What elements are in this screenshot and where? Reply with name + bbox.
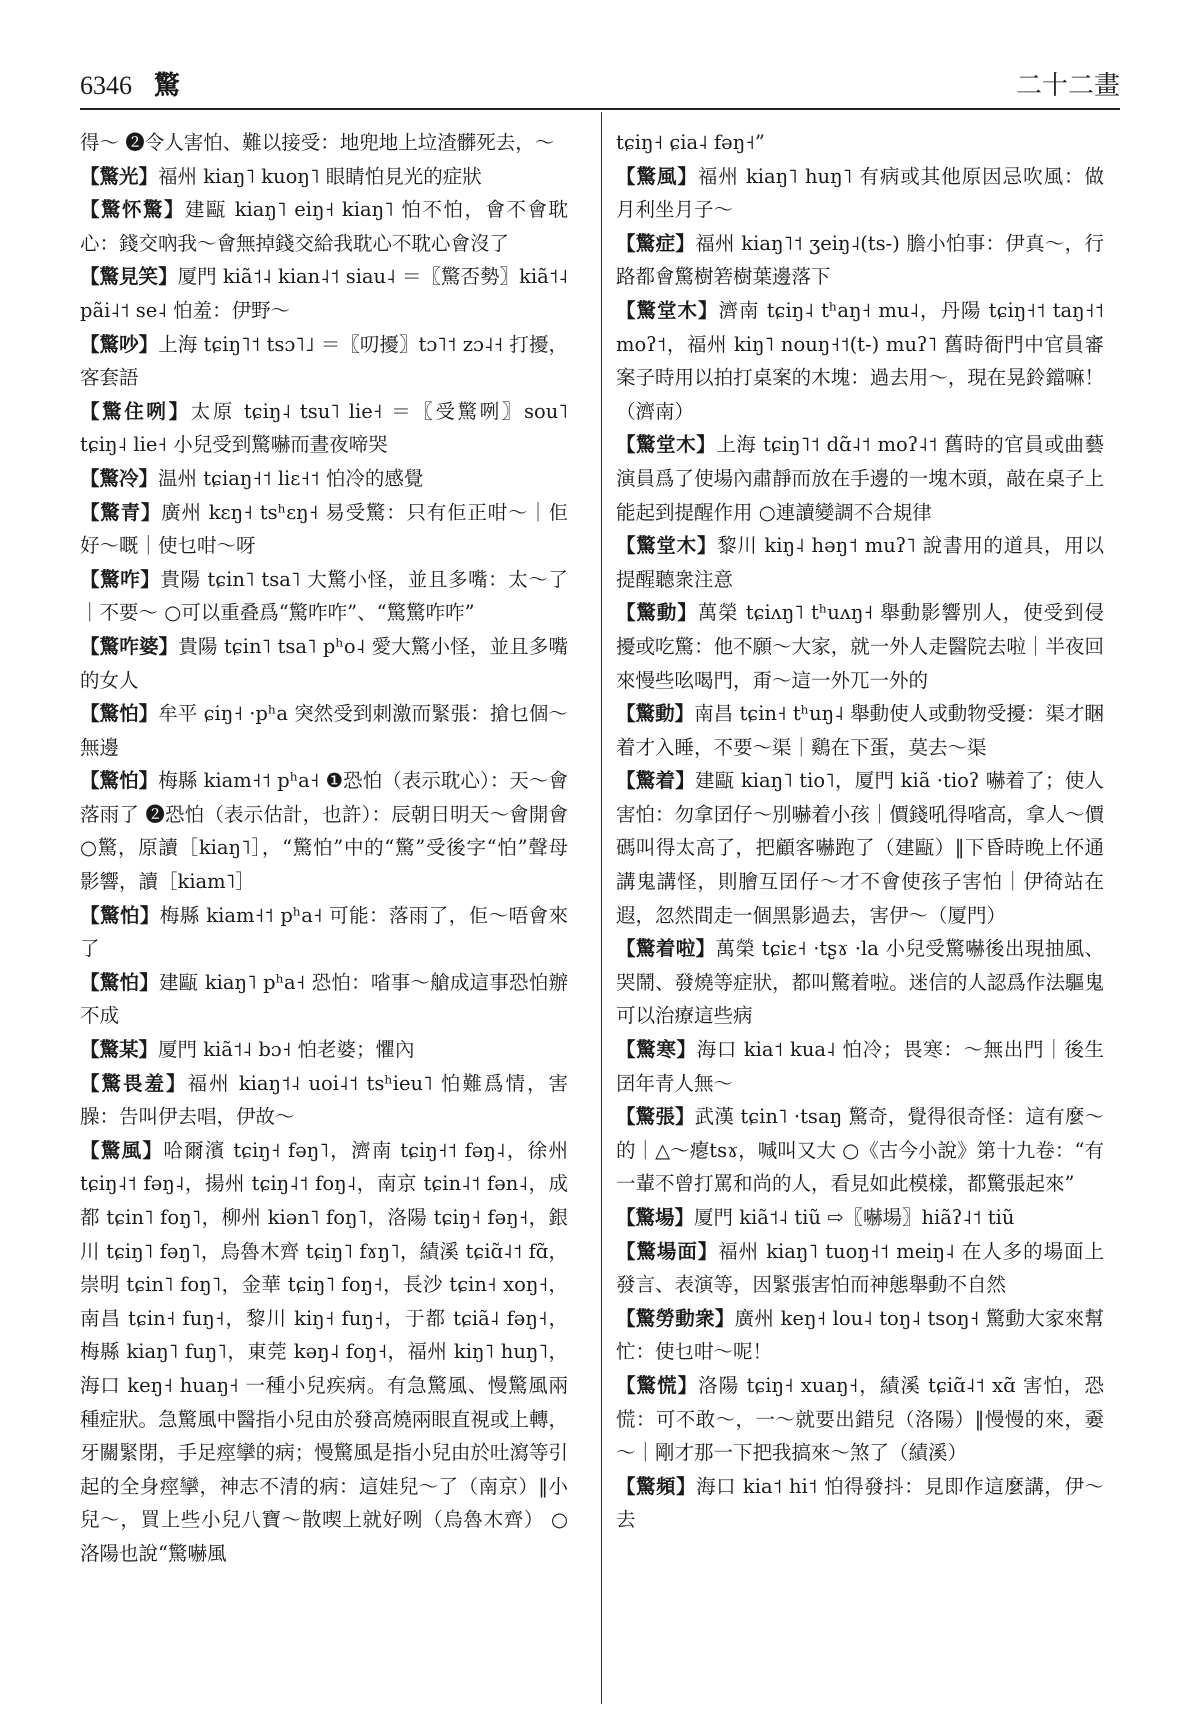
dictionary-entry [80,697,568,764]
entry-headword: 【驚堂木】 [616,433,717,457]
dictionary-entry [616,932,1104,1033]
dictionary-entry [616,764,1104,932]
dictionary-entry [80,1033,568,1067]
dictionary-entry [616,1235,1104,1302]
entry-text: 上海 tɕiŋ˥˦ dɑ̃˨˦ moʔ˨˦ 舊時的官員或曲藝演員爲了使場內肅靜而放在手邊的一塊木頭，敲在桌子上能起到提醒作用 ○連讀變調不合規律 [616,433,1104,524]
entry-text: 梅縣 kiam˧˦ pʰa˧ ❶恐怕（表示耽心）：天～會落雨了 ❷恐怕（表示估計，也許）：辰朝日明天～會開會 ○驚，原讀［kiaŋ˥］，“驚怕”中的“驚”受後字“怕”聲母影響，讀［kiam˥］ [80,769,568,894]
entry-headword: 【驚堂木】 [616,534,718,558]
entry-headword: 【驚怕】 [80,702,159,726]
entry-text: 貴陽 tɕin˥ tsa˥ 大驚小怪，並且多嘴：太～了｜不要～ ○可以重叠爲“驚咋咋”、“驚驚咋咋” [80,567,568,625]
entry-headword: 【驚症】 [616,231,696,255]
header-left [80,65,202,102]
dictionary-entry [616,1302,1104,1369]
entry-text: 福州 kiaŋ˥ tuoŋ˧˦ meiŋ˨ 在人多的場面上發言、表演等，因緊張害怕而神態舉動不自然 [616,1239,1104,1297]
dictionary-entry [80,764,568,898]
section-label: 二十二畫 [1015,71,1120,100]
entry-headword: 【驚風】 [616,164,698,188]
entry-headword: 【驚吵】 [80,332,159,356]
entry-text: 福州 kiaŋ˥ huŋ˥ 有病或其他原因忌吹風：做月利坐月子～ [616,164,1104,222]
dictionary-entry [616,596,1104,697]
dictionary-entry [616,697,1104,764]
dictionary-entry [80,630,568,697]
dictionary-entry [80,126,568,160]
entry-headword: 【驚住咧】 [80,399,191,423]
entry-headword: 【驚某】 [80,1038,159,1062]
entry-text: 武漢 tɕin˥ ·tsaŋ 驚奇，覺得很奇怪：這有麼～的｜△～瘪tsɤ，喊叫又大 ○《古今小說》第十九卷：“有一輩不曾打罵和尚的人，看見如此模樣，都驚張起來” [616,1105,1104,1196]
dictionary-entry [616,227,1104,294]
entry-text: 海口 kia˦ kua˨ 怕冷；畏寒：～無出門｜後生囝年青人無～ [616,1038,1104,1095]
entry-headword: 【驚着】 [616,769,696,793]
entry-headword: 【驚動】 [616,702,695,726]
entry-text: 濟南 tɕiŋ˨ tʰaŋ˧ mu˨，丹陽 tɕiŋ˧˦ taŋ˧˦ moʔ˦，福州 kiŋ˥ nouŋ˧˦(t-) muʔ˥ 舊時衙門中官員審案子時用以拍打桌案的木塊：過去用～，現在晃鈴鐺嘛！（濟南） [616,298,1104,423]
header-rule [80,108,1120,110]
entry-text: tɕiŋ˧ ɕia˨ fəŋ˧” [616,131,765,154]
entry-headword: 【驚冷】 [80,466,159,490]
entry-text: 厦門 kiã˦˨ kian˨˦ siau˨ ＝〖驚否勢〗kiã˦˨ pãi˨˦ se˨ 怕羞：伊野～ [80,265,568,322]
entry-text: 廣州 keŋ˧ lou˨ toŋ˨ tsoŋ˧ 驚動大家來幫忙：使乜咁～呢！ [616,1306,1104,1364]
dictionary-entry [616,160,1104,227]
dictionary-entry [80,462,568,496]
page-number: 6346 [80,71,132,100]
dictionary-entry [80,193,568,260]
dictionary-entry [80,563,568,630]
dictionary-entry [80,260,568,327]
entry-text: 福州 kiaŋ˥˦ ʒeiŋ˨(ts-) 膽小怕事：伊真～，行路都會驚樹箬樹葉邊落下 [616,231,1104,289]
entry-text: 厦門 kiã˦˨ tiũ ⇨〖嚇場〗hiãʔ˨˦ tiũ [694,1206,1015,1229]
entry-headword: 【驚張】 [616,1105,695,1129]
entry-headword: 【驚頻】 [616,1474,697,1498]
left-column [80,126,568,1704]
entry-text: 萬榮 tɕiʌŋ˥ tʰuʌŋ˧ 舉動影響別人，使受到侵擾或吃驚：他不願～大家，就一外人走醫院去啦｜半夜回來慢些吆喝門，甭～這一外兀一外的 [616,601,1104,692]
entry-text: 牟平 ɕiŋ˧ ·pʰa 突然受到刺激而緊張：搶乜個～無邊 [80,702,568,759]
entry-headword: 【驚青】 [80,500,162,524]
page-header [80,66,1120,102]
entry-text: 萬榮 tɕiɛ˧ ·tʂɤ ·la 小兒受驚嚇後出現抽風、哭鬧、發燒等症狀，都叫驚着啦。迷信的人認爲作法驅鬼可以治療這些病 [616,937,1104,1028]
entry-text: 建甌 kiaŋ˥ pʰa˧ 恐怕：㗂事～艙成這事恐怕辦不成 [80,970,568,1028]
column-divider [601,112,602,1704]
entry-text: 海口 kia˦ hi˦ 怕得發抖：見即作這麼講，伊～去 [616,1474,1104,1532]
dictionary-entry [616,1033,1104,1100]
dictionary-entry [80,496,568,563]
entry-headword: 【驚寒】 [616,1038,697,1062]
entry-headword: 【驚怀驚】 [80,198,186,222]
entry-text: 洛陽 tɕiŋ˧ xuaŋ˧，績溪 tɕiɑ̃˨˦ xɑ̃ 害怕，恐慌：可不敢～，一～就要出錯兒（洛陽）‖慢慢的來，嫑～｜剛才那一下把我搞來～煞了（績溪） [616,1373,1104,1465]
entry-headword: 【驚怕】 [80,903,160,927]
dictionary-entry [80,899,568,966]
entry-text: 厦門 kiã˦˨ bɔ˧ 怕老婆；懼內 [158,1038,415,1062]
entry-text: 黎川 kiŋ˨ həŋ˦ muʔ˥ 說書用的道具，用以提醒聽衆注意 [616,534,1104,591]
dictionary-entry [616,529,1104,596]
entry-text: 梅縣 kiam˧˦ pʰa˧ 可能：落雨了，佢～唔會來了 [80,903,568,961]
entry-text: 建甌 kiaŋ˥ eiŋ˧ kiaŋ˥ 怕不怕，會不會耽心：錢交吶我～會無掉錢交給我耽心不耽心會沒了 [80,198,568,255]
entry-headword: 【驚咋婆】 [80,634,179,658]
entry-text: 南昌 tɕin˧ tʰuŋ˨ 舉動使人或動物受擾：渠才睏着才入睡，不要～渠｜鷄在下蛋，莫去～渠 [616,702,1104,759]
dictionary-entry [616,1100,1104,1201]
entry-text: 太原 tɕiŋ˨ tsu˥ lie˧ ＝〖受驚咧〗sou˥ tɕiŋ˨ lie˧ 小兒受到驚嚇而晝夜啼哭 [80,399,568,457]
entry-headword: 【驚慌】 [616,1373,699,1397]
entry-text: 廣州 kɛŋ˧ tsʰɛŋ˧ 易受驚：只有佢正咁～｜佢好～嘅｜使乜咁～呀 [80,500,568,558]
entry-headword: 【驚場面】 [616,1239,719,1263]
entry-text: 建甌 kiaŋ˥ tio˥，厦門 kiã ·tioʔ 嚇着了；使人害怕：勿拿囝仔～別嚇着小孩｜價錢吼得㗂高，拿人～價碼叫得太高了，把顧客嚇跑了（建甌）‖下昏時晚上伓通講鬼講怪，則膾互囝仔～才不會使孩子害怕｜伊徛站在遐，忽然間走一個黑影過去，害伊～（厦門） [616,769,1104,927]
entry-headword: 【驚堂木】 [616,298,719,322]
entry-headword: 【驚咋】 [80,567,161,591]
right-column [616,126,1104,1704]
entry-headword: 【驚光】 [80,164,159,188]
entry-text: 哈爾濱 tɕiŋ˧ fəŋ˥，濟南 tɕiŋ˧˦ fəŋ˨，徐州 tɕiŋ˨˦ fəŋ˨，揚州 tɕiŋ˨˦ foŋ˨，南京 tɕin˨˦ fən˨，成都 tɕin˥ foŋ˥，柳州 kiən˥ foŋ˥，洛陽 tɕiŋ˧ fəŋ˧，銀川 tɕiŋ˥ fəŋ˥，烏魯木齊 tɕiŋ˥ fɤŋ˥，績溪 tɕiɑ̃˨˦ fɑ̃，崇明 tɕin˥ foŋ˥，金華 tɕiŋ˥ foŋ˧，長沙 tɕin˧ xoŋ˧，南昌 tɕin˧ fuŋ˧，黎川 kiŋ˧ fuŋ˧，于都 tɕiã˨ fəŋ˧，梅縣 kiaŋ˥ fuŋ˥，東莞 kəŋ˨ foŋ˧，福州 kiŋ˥ huŋ˥，海口 keŋ˧ huaŋ˧ 一種小兒疾病。有急驚風、慢驚風兩種症狀。急驚風中醫指小兒由於發高燒兩眼直視或上轉，牙關緊閉，手足痙攣的病；慢驚風是指小兒由於吐瀉等引起的全身痙攣，神志不清的病：這娃兒～了（南京）‖小兒～，買上些小兒八寶～散喫上就好咧（烏魯木齊） ○洛陽也說“驚嚇風 [80,1138,568,1565]
dictionary-entry [80,966,568,1033]
entry-headword: 【驚見笑】 [80,265,178,289]
entry-headword: 【驚怕】 [80,970,159,994]
entry-text: 福州 kiaŋ˥ kuoŋ˥ 眼睛怕見光的症狀 [158,164,482,188]
dictionary-entry [80,1067,568,1134]
entry-headword: 【驚怕】 [80,769,159,793]
dictionary-entry [616,428,1104,529]
dictionary-entry [616,1470,1104,1537]
dictionary-entry [616,126,1104,160]
dictionary-entry [80,328,568,395]
entry-text: 貴陽 tɕin˥ tsa˥ pʰo˨ 愛大驚小怪，並且多嘴的女人 [80,634,568,692]
dictionary-entry [80,160,568,194]
dictionary-entry [80,1134,568,1571]
dictionary-entry [616,1201,1104,1235]
dictionary-entry [616,294,1104,428]
entry-text: 得～ ❷令人害怕、難以接受：地兜地上垃渣髒死去，～ [80,131,555,154]
entry-headword: 【驚着啦】 [616,937,716,961]
dictionary-entry [616,1369,1104,1470]
entry-headword: 【驚動】 [616,601,698,625]
entry-headword: 【驚畏羞】 [80,1071,188,1095]
entry-headword: 【驚場】 [616,1206,695,1229]
entry-headword: 【驚勞動衆】 [616,1306,735,1330]
dictionary-entry [80,395,568,462]
entry-text: 福州 kiaŋ˦˨ uoi˨˦ tsʰieu˥ 怕難爲情，害臊：告叫伊去唱，伊故～ [80,1071,568,1129]
head-character: 驚 [154,71,181,100]
entry-text: 温州 tɕiaŋ˧˦ liɛ˧˦ 怕冷的感覺 [158,466,424,490]
entry-headword: 【驚風】 [80,1138,164,1162]
entry-text: 上海 tɕiŋ˥˦ tsɔ˥˩ ＝〖叨擾〗tɔ˥˦ zɔ˨˧ 打擾，客套語 [80,332,568,390]
